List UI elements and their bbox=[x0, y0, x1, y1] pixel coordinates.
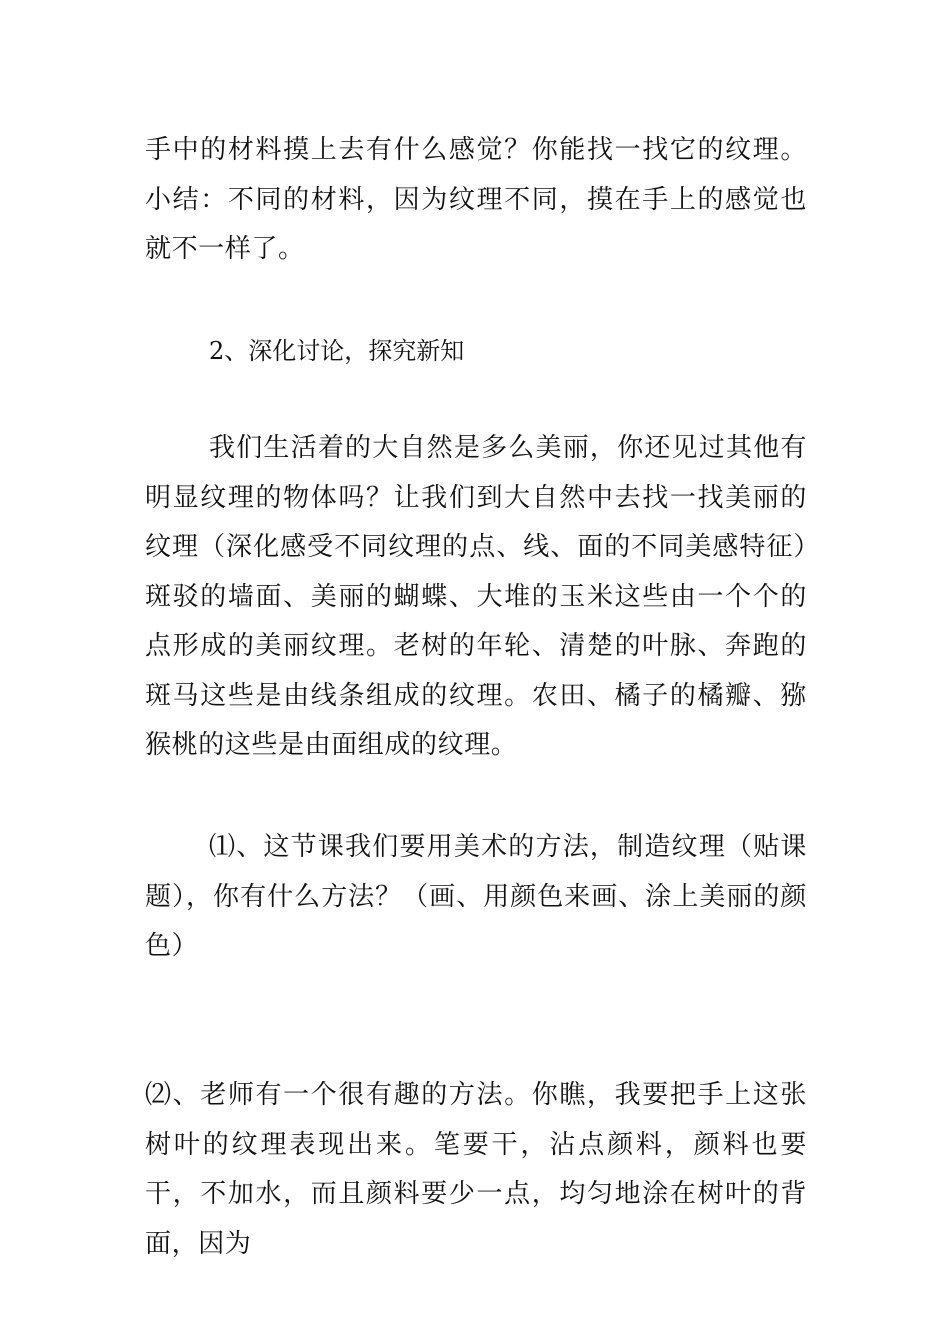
section-heading-deepen-discussion: 2、深化讨论，探究新知 bbox=[209, 337, 465, 365]
paragraph-step-2: ⑵、老师有一个很有趣的方法。你瞧，我要把手上这张树叶的纹理表现出来。笔要干，沾点颜料，颜料也要干，不加水，而且颜料要少一点，均匀地涂在树叶的背面，因为 bbox=[145, 1080, 807, 1259]
paragraph-step-1: ⑴、这节课我们要用美术的方法，制造纹理（贴课题），你有什么方法？（画、用颜色来画、涂上美丽的颜色） bbox=[145, 832, 807, 961]
paragraph-materials-summary: 手中的材料摸上去有什么感觉？你能找一找它的纹理。小结：不同的材料，因为纹理不同，摸在手上的感觉也就不一样了。 bbox=[145, 135, 807, 264]
paragraph-nature-textures: 我们生活着的大自然是多么美丽，你还见过其他有明显纹理的物体吗？让我们到大自然中去找一找美丽的纹理（深化感受不同纹理的点、线、面的不同美感特征）斑驳的墙面、美丽的蝴蝶、大堆的玉米这些由一个个的点形成的美丽纹理。老树的年轮、清楚的叶脉、奔跑的斑马这些是由线条组成的纹理。农田、橘子的橘瓣、猕猴桃的这些是由面组成的纹理。 bbox=[145, 433, 807, 760]
